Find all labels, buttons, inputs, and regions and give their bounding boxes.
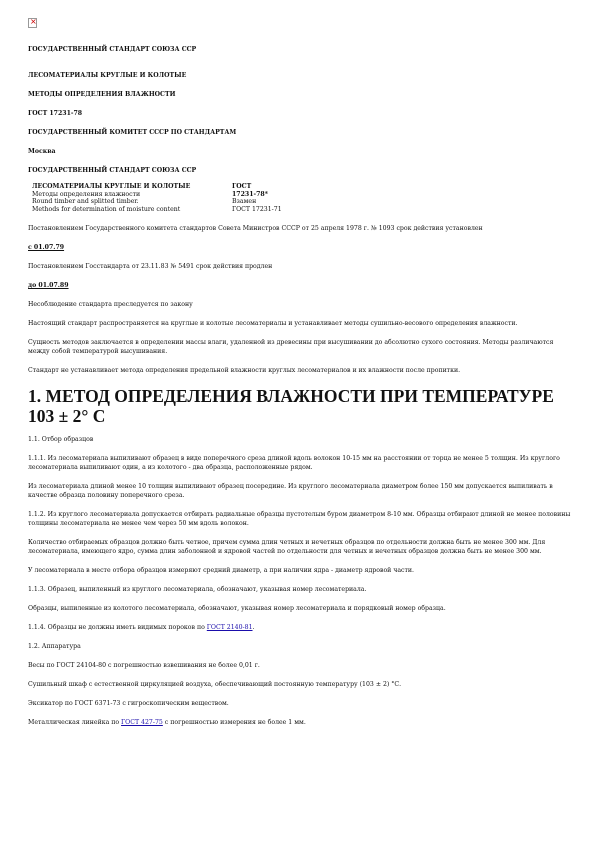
subsection-title: 1.1. Отбор образцов — [28, 436, 94, 443]
clause-paragraph — [28, 623, 573, 632]
decree-text: Постановлением Государственного комитета стандартов Совета Министров СССР от 25 апреля 1978 г. № 1093 срок действия установлен — [28, 225, 483, 232]
equipment-item — [28, 718, 573, 727]
decree-extension: Постановлением Госстандарта от 23.11.83 № 5491 срок действия продлен — [28, 263, 273, 270]
clause-paragraph: У лесоматериала в месте отбора образцов измеряют средний диаметр, а при наличии ядра - диаметр ядровой части. — [28, 567, 415, 574]
clause-paragraph: 1.1.3. Образец, выпиленный из круглого лесоматериала, обозначают, указывая номер лесоматериала. — [28, 586, 367, 593]
scope-paragraph: Настоящий стандарт распространяется на круглые и колотые лесоматериалы и устанавливает методы сушильно-весового определения влажности. — [28, 320, 518, 327]
standard-title: ГОСУДАРСТВЕННЫЙ СТАНДАРТ СОЮЗА ССР — [28, 46, 197, 53]
info-cell: Методы определения влажности — [32, 190, 141, 198]
equipment-item: Сушильный шкаф с естественной циркуляцией воздуха, обеспечивающий постоянную температуру (103 ± 2) °С. — [28, 681, 402, 688]
info-cell: Methods for determination of moisture content — [32, 205, 181, 213]
gost-2140-link[interactable]: ГОСТ 2140-81 — [206, 624, 253, 631]
clause-text: . — [252, 624, 255, 631]
clause-paragraph: 1.1.2. Из круглого лесоматериала допускается отбирать радиальные образцы пустотелым буром диаметром 8-10 мм. Образцы отбирают длиной не менее половины толщины лесоматериала не менее чем через 50 мм вдоль волокон. — [28, 511, 571, 527]
violation-notice: Несоблюдение стандарта преследуется по закону — [28, 301, 193, 308]
document-subtitle: МЕТОДЫ ОПРЕДЕЛЕНИЯ ВЛАЖНОСТИ — [28, 91, 176, 98]
limitation-paragraph: Стандарт не устанавливает метода определения предельной влажности круглых лесоматериалов и их влажности после пропитки. — [28, 367, 461, 374]
section-heading: 1. МЕТОД ОПРЕДЕЛЕНИЯ ВЛАЖНОСТИ ПРИ ТЕМПЕРАТУРЕ 103 ± 2° С — [28, 386, 554, 426]
document-page — [28, 18, 573, 727]
info-cell: Взамен — [232, 198, 257, 205]
info-cell: ГОСТ — [232, 183, 252, 190]
committee-name: ГОСУДАРСТВЕННЫЙ КОМИТЕТ СССР ПО СТАНДАРТАМ — [28, 129, 237, 136]
info-table — [30, 183, 284, 213]
clause-paragraph: Из лесоматериала длиной менее 10 толщин выпиливают образец посередине. Из круглого лесоматериала диаметром более 150 мм допускается выпиливать в качестве образца половину поперечного среза. — [28, 483, 553, 499]
document-title: ЛЕСОМАТЕРИАЛЫ КРУГЛЫЕ И КОЛОТЫЕ — [28, 72, 187, 79]
gost-427-link[interactable]: ГОСТ 427-75 — [121, 719, 163, 726]
equipment-text: с погрешностью измерения не более 1 мм. — [162, 719, 306, 726]
info-cell: 17231-78* — [232, 190, 268, 198]
equipment-text: Металлическая линейка по — [28, 719, 122, 726]
clause-text: 1.1.4. Образцы не должны иметь видимых пороков по — [28, 624, 207, 631]
essence-paragraph: Сущность методов заключается в определении массы влаги, удаленной из древесины при высушивании до абсолютно сухого состояния. Методы различаются между собой температурой высушивания. — [28, 339, 554, 355]
info-cell: ЛЕСОМАТЕРИАЛЫ КРУГЛЫЕ И КОЛОТЫЕ — [32, 183, 191, 190]
info-cell: ГОСТ 17231-71 — [232, 205, 282, 213]
info-cell: Round timber and splitted timber. — [32, 198, 139, 205]
standard-title-2: ГОСУДАРСТВЕННЫЙ СТАНДАРТ СОЮЗА ССР — [28, 167, 197, 174]
equipment-item: Весы по ГОСТ 24104-80 с погрешностью взвешивания не более 0,01 г. — [28, 662, 260, 669]
gost-number: ГОСТ 17231-78 — [28, 110, 83, 117]
extended-date: до 01.07.89 — [28, 282, 69, 289]
clause-paragraph: 1.1.1. Из лесоматериала выпиливают образец в виде поперечного среза длиной вдоль волокон 10-15 мм на расстоянии от торца не менее 5 толщин. Из круглого лесоматериала выпиливают один, а из колотого - два образца, расположенные рядом. — [28, 455, 560, 471]
broken-image-icon — [28, 18, 37, 28]
city: Москва — [28, 148, 56, 155]
clause-paragraph: Образцы, выпиленные из колотого лесоматериала, обозначают, указывая номер лесоматериала и порядковый номер образца. — [28, 605, 446, 612]
subsection-title: 1.2. Аппаратура — [28, 643, 81, 650]
equipment-item: Эксикатор по ГОСТ 6371-73 с гигроскопическим веществом. — [28, 700, 229, 707]
effective-date: с 01.07.79 — [28, 244, 65, 251]
clause-paragraph: Количество отбираемых образцов должно быть четное, причем сумма длин четных и нечетных образцов по отдельности должна быть не менее 300 мм. Для лесоматериала, имеющего ядро, сумма длин заболонной и ядровой частей по отдельности для четных и нечетных образцов должна быть не менее 300 мм. — [28, 539, 546, 555]
